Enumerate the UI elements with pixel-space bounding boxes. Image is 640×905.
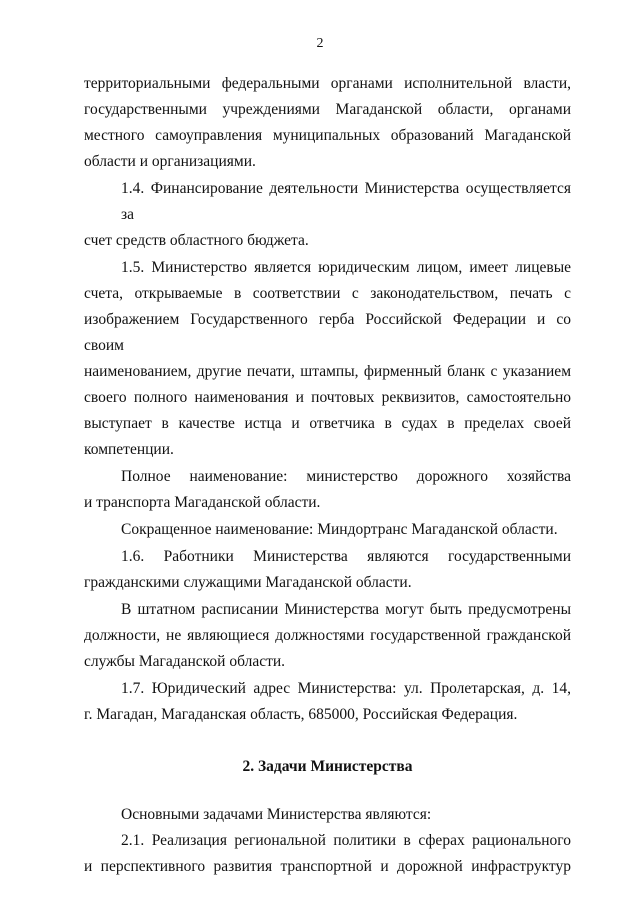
paragraph-short-name: [84, 517, 571, 543]
section-heading: 2. Задачи Министерства: [242, 758, 413, 775]
text-line: выступает в качестве истца и ответчика в судах в пределах своей: [84, 415, 571, 432]
paragraph-tasks-intro: [84, 802, 571, 828]
text-line: гражданскими служащими Магаданской области.: [84, 574, 412, 591]
text-line: счет средств областного бюджета.: [84, 232, 309, 249]
paragraph-1: [84, 71, 571, 175]
paragraph-1-6: [84, 544, 571, 596]
text-line: и перспективного развития транспортной и дорожной инфраструктур: [84, 858, 571, 875]
text-line: 1.7. Юридический адрес Министерства: ул. Пролетарская, д. 14,: [121, 680, 571, 697]
text-line: г. Магадан, Магаданская область, 685000, Российская Федерация.: [84, 706, 518, 723]
text-line: территориальными федеральными органами исполнительной власти,: [84, 75, 571, 92]
text-line: наименованием, другие печати, штампы, фирменный бланк с указанием: [84, 363, 571, 380]
text-line: счета, открываемые в соответствии с законодательством, печать с: [84, 285, 571, 302]
document-body: [84, 71, 571, 880]
paragraph-2-1: [84, 828, 571, 880]
text-line: изображением Государственного герба Российской Федерации и со своим: [84, 311, 571, 354]
paragraph-1-4: [84, 176, 571, 254]
text-line: Полное наименование: министерство дорожного хозяйства: [121, 468, 571, 485]
paragraph-full-name: [84, 464, 571, 516]
text-line: Сокращенное наименование: Миндортранс Магаданской области.: [121, 521, 558, 538]
text-line: 1.4. Финансирование деятельности Министерства осуществляется за: [121, 180, 571, 223]
text-line: службы Магаданской области.: [84, 653, 286, 670]
page-number: 2: [316, 36, 324, 51]
text-line: 2.1. Реализация региональной политики в сферах рационального: [121, 832, 571, 849]
text-line: своего полного наименования и почтовых реквизитов, самостоятельно: [84, 389, 571, 406]
text-line: государственными учреждениями Магаданской области, органами: [84, 101, 571, 118]
text-line: 1.5. Министерство является юридическим лицом, имеет лицевые: [121, 259, 571, 276]
text-line: и транспорта Магаданской области.: [84, 494, 321, 511]
paragraph-1-7: [84, 676, 571, 728]
text-line: местного самоуправления муниципальных образований Магаданской: [84, 127, 571, 144]
paragraph-staff-schedule: [84, 597, 571, 675]
text-line: Основными задачами Министерства являются:: [121, 806, 432, 823]
text-line: должности, не являющиеся должностями государственной гражданской: [84, 627, 571, 644]
text-line: компетенции.: [84, 441, 174, 458]
paragraph-1-5: [84, 255, 571, 463]
text-line: В штатном расписании Министерства могут быть предусмотрены: [121, 601, 571, 618]
text-line: области и организациями.: [84, 153, 256, 170]
text-line: 1.6. Работники Министерства являются государственными: [121, 548, 571, 565]
